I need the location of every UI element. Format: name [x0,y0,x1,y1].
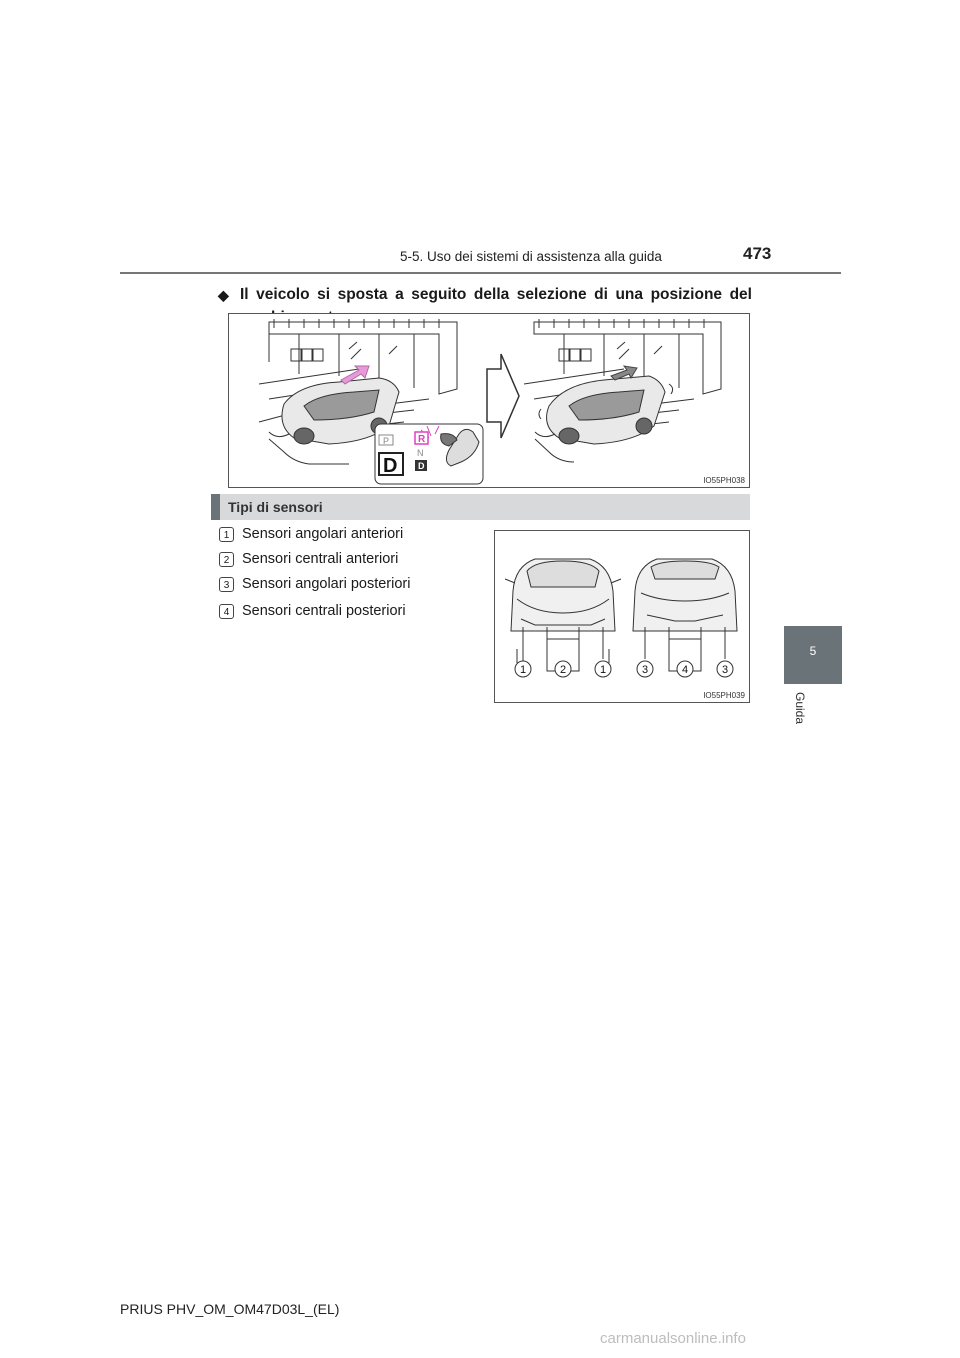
watermark: carmanualsonline.info [600,1330,746,1347]
shift-n-label: N [417,448,424,458]
figure-id: IO55PH039 [703,691,745,700]
header-divider [120,272,841,274]
figure-id: IO55PH038 [703,476,745,485]
parking-scene-illustration [229,314,749,487]
callout-1: 1 [519,664,527,676]
section-title: Tipi di sensori [228,499,323,515]
heading-text: Il veicolo si sposta a seguito della selezione di una posizione del [240,286,752,303]
item-number-badge: 2 [219,552,234,567]
item-text: Sensori centrali posteriori [242,603,406,619]
chapter-tab-text: Guida [793,691,808,725]
callout-1: 1 [599,664,607,676]
sensor-diagram [495,531,749,702]
callout-3: 3 [641,664,649,676]
item-number-badge: 4 [219,604,234,619]
shift-d-large: D [383,455,398,477]
item-text: Sensori angolari posteriori [242,576,411,592]
callout-3: 3 [721,664,729,676]
item-number-badge: 3 [219,577,234,592]
shift-p-label: P [383,436,390,446]
section-accent [211,494,220,520]
diamond-icon: ◆ [218,287,229,303]
footer-doc-code: PRIUS PHV_OM_OM47D03L_(EL) [120,1301,340,1317]
illustration-sensor-locations [494,530,750,703]
shift-d-label: D [418,461,425,471]
chapter-tab-label [792,686,812,730]
callout-2: 2 [559,664,567,676]
item-number-badge: 1 [219,527,234,542]
page-number: 473 [743,244,772,263]
chapter-header: 5-5. Uso dei sistemi di assistenza alla guida [400,249,662,264]
section-header-bar [211,494,750,520]
illustration-wrong-shift [228,313,750,488]
callout-4: 4 [681,664,689,676]
chapter-tab: 5 [784,626,842,684]
item-text: Sensori centrali anteriori [242,551,399,567]
shift-r-label: R [418,434,426,445]
item-text: Sensori angolari anteriori [242,526,404,542]
